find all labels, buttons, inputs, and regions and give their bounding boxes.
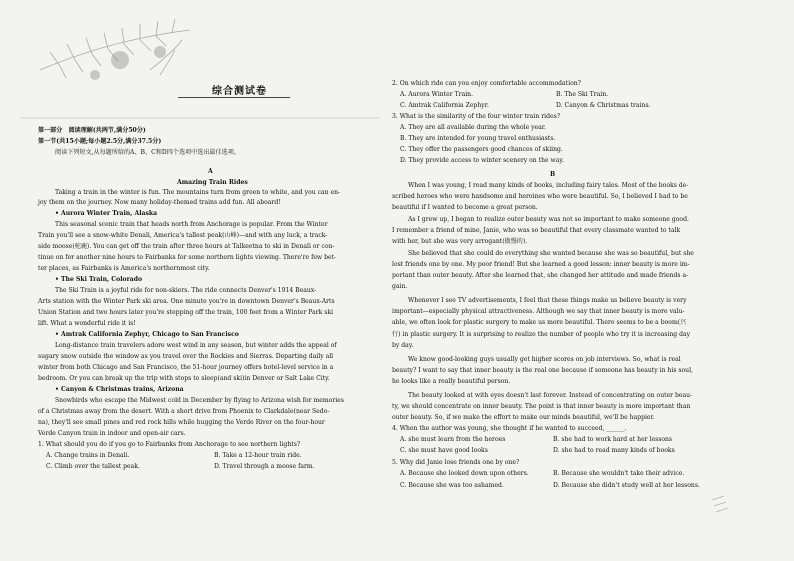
passage-line: by day. [392,342,414,349]
passage-a-letter: A [208,168,213,175]
title-underline [178,97,290,98]
passage-line: 行) in plastic surgery. It is surprising to realize the number of people who try it is increasing day [392,331,691,338]
footer-scratch-marks [712,496,728,512]
passage-line: Union Station and two hours later you're stepping off the train, 100 feet from a Winter Park ski [38,309,334,316]
passage-line: portant than outer beauty. After she learned that, she changed her attitude and made friends a- [392,272,689,279]
question-3: 3. What is the similarity of the four winter train rides? [392,113,561,120]
q5-option-d[interactable]: D. Because she didn't study well at her lessons. [553,482,700,489]
q2-option-a[interactable]: A. Aurora Winter Train. [400,91,474,98]
passage-line: lift. What a wonderful ride it is! [38,320,136,327]
question-5: 5. Why did Janie lose friends one by one? [392,459,520,466]
q4-option-d[interactable]: D. she had to read many kinds of books [553,447,675,454]
passage-line: I remember a friend of mine, Janie, who was so beautiful that every classmate wanted to talk [392,227,681,234]
passage-line: She believed that she could do everything she wanted because she was so beautiful, but she [408,250,694,257]
q4-option-b[interactable]: B. she had to work hard at her lessons [553,436,673,443]
question-2: 2. On which ride can you enjoy comfortable accommodation? [392,80,581,87]
passage-line: Verde Canyon train in indoor and open-air cars. [38,430,186,437]
passage-line: Train you'll see a snow-white Denali, America's tallest peak(山峰)—and with any luck, a track- [38,232,328,239]
passage-line: joy them on the journey. Now many holiday-themed trains add fun. All aboard! [38,199,281,206]
passage-line: na), they'll see small pines and red rock hills while hugging the Verde River on the four-hour [38,419,325,426]
q3-option-c[interactable]: C. They offer the passengers good chances of skiing. [400,146,563,153]
passage-line: Snowbirds who escape the Midwest cold in December by flying to Arizona wish for memories [55,397,344,404]
passage-line: tinue on for another nine hours to Fairbanks for some northern lights viewing. There're few bet- [38,254,337,261]
subsection-heading: 第一节(共15小题;每小题2.5分,满分37.5分) [38,138,162,145]
q4-option-c[interactable]: C. she must have good looks [400,447,488,454]
passage-line: The beauty looked at with eyes doesn't last forever. Instead of concentrating on outer beau- [408,392,693,399]
passage-line: winter from both Chicago and San Francisco, the 51-hour journey offers hotel-level service in a [38,364,334,371]
passage-line: Arts station with the Winter Park ski area. One minute you're in downtown Denver's Beaux-Arts [38,298,335,305]
passage-line: bedroom. Or you can break up the trip with stops to sleep(and ski)in Denver or Salt Lake City. [38,375,330,382]
q3-option-a[interactable]: A. They are all available during the whole year. [400,124,546,131]
passage-line: Taking a train in the winter is fun. The mountains turn from green to white, and you can en- [55,189,341,196]
pine-branch-illustration [40,19,190,78]
q2-option-c[interactable]: C. Amtrak California Zephyr. [400,102,489,109]
passage-line: of a Christmas away from the desert. With a short drive from Phoenix to Clarkdale(near Sedo- [38,408,330,415]
passage-subheading: • Canyon & Christmas trains, Arizona [55,386,184,393]
passage-line: As I grew up, I began to realize outer beauty was not so important to make someone good. [408,216,689,223]
passage-line: Long-distance train travelers adore west wind in any season, but winter adds the appeal of [55,342,337,349]
passage-line: important—especially physical attractiveness. Although we say that inner beauty is more valu- [392,308,685,315]
q4-option-a[interactable]: A. she must learn from the heroes [400,436,506,443]
passage-line: When I was young, I read many kinds of books, including fairy tales. Most of the books de- [408,182,689,189]
q1-option-c[interactable]: C. Climb over the tallest peak. [46,463,140,470]
passage-line: gain. [392,283,408,290]
passage-line: with her, but she was very arrogant(傲慢的). [392,238,528,245]
q3-option-d[interactable]: D. They provide access to winter scenery on the way. [400,157,564,164]
instruction-text: 阅读下列短文,从每题所给的A、B、C和D四个选项中选出最佳选项。 [55,149,240,156]
passage-line: scribed heroes who were handsome and heroines who were beautiful. So, I believed I had to be [392,193,688,200]
passage-line: beauty? I want to say that inner beauty is the real one because if someone has beauty in his soul, [392,367,693,374]
q2-option-b[interactable]: B. The Ski Train. [556,91,609,98]
passage-line: lost friends one by one. My poor friend! But she learned a good lesson: inner beauty is more im- [392,261,690,268]
passage-subheading: • The Ski Train, Colorado [55,276,143,283]
passage-line: ter places, as Fairbanks is America's northernmost city. [38,265,210,272]
q1-option-b[interactable]: B. Take a 12-hour train ride. [214,452,302,459]
q5-option-a[interactable]: A. Because she looked down upon others. [400,470,529,477]
passage-line: Whenever I see TV advertisements, I feel that these things make us believe beauty is very [408,297,687,304]
question-1: 1. What should you do if you go to Fairbanks from Anchorage to see northern lights? [38,441,301,448]
passage-line: beautiful if I wanted to become a great person. [392,204,538,211]
q5-option-b[interactable]: B. Because she wouldn't take their advice. [553,470,685,477]
passage-line: This seasonal scenic train that heads north from Anchorage is popular. From the Winter [55,221,328,228]
q2-option-d[interactable]: D. Canyon & Christmas trains. [556,102,651,109]
q1-option-d[interactable]: D. Travel through a moose farm. [214,463,315,470]
passage-line: The Ski Train is a joyful ride for non-skiers. The ride connects Denver's 1914 Beaux- [55,287,317,294]
q1-option-a[interactable]: A. Change trains in Denali. [46,452,130,459]
passage-subheading: • Amtrak California Zephyr, Chicago to San Francisco [55,331,239,338]
passage-line: sugary snow outside the window as you travel over the Rockies and Sierras. Departing daily all [38,353,334,360]
q5-option-c[interactable]: C. Because she was too ashamed. [400,482,504,489]
passage-line: he looks like a really beautiful person. [392,378,511,385]
passage-line: able, we often look for plastic surgery to make us more beautiful. There seems to be a boom(兴 [392,319,687,326]
exam-title: 综合测试卷 [212,86,267,97]
question-4: 4. When the author was young, she thought if he wanted to succeed, ______. [392,425,627,432]
passage-line: ty, we should concentrate on inner beauty. The point is that inner beauty is more important than [392,403,691,410]
passage-a-title: Amazing Train Rides [177,179,248,186]
q3-option-b[interactable]: B. They are intended for young travel enthusiasts. [400,135,556,142]
passage-line: outer beauty. So, if we make the effort to make our minds beautiful, we'll be happier. [392,414,655,421]
passage-line: We know good-looking guys usually get higher scores on job interviews. So, what is real [408,356,681,363]
passage-line: side moose(驼鹿). You can get off the train after three hours at Talkeetna to ski in Denali or con- [38,243,335,250]
section-heading: 第一部分 阅读理解(共两节,满分50分) [38,127,146,134]
passage-subheading: • Aurora Winter Train, Alaska [55,210,158,217]
passage-b-letter: B [550,171,556,178]
